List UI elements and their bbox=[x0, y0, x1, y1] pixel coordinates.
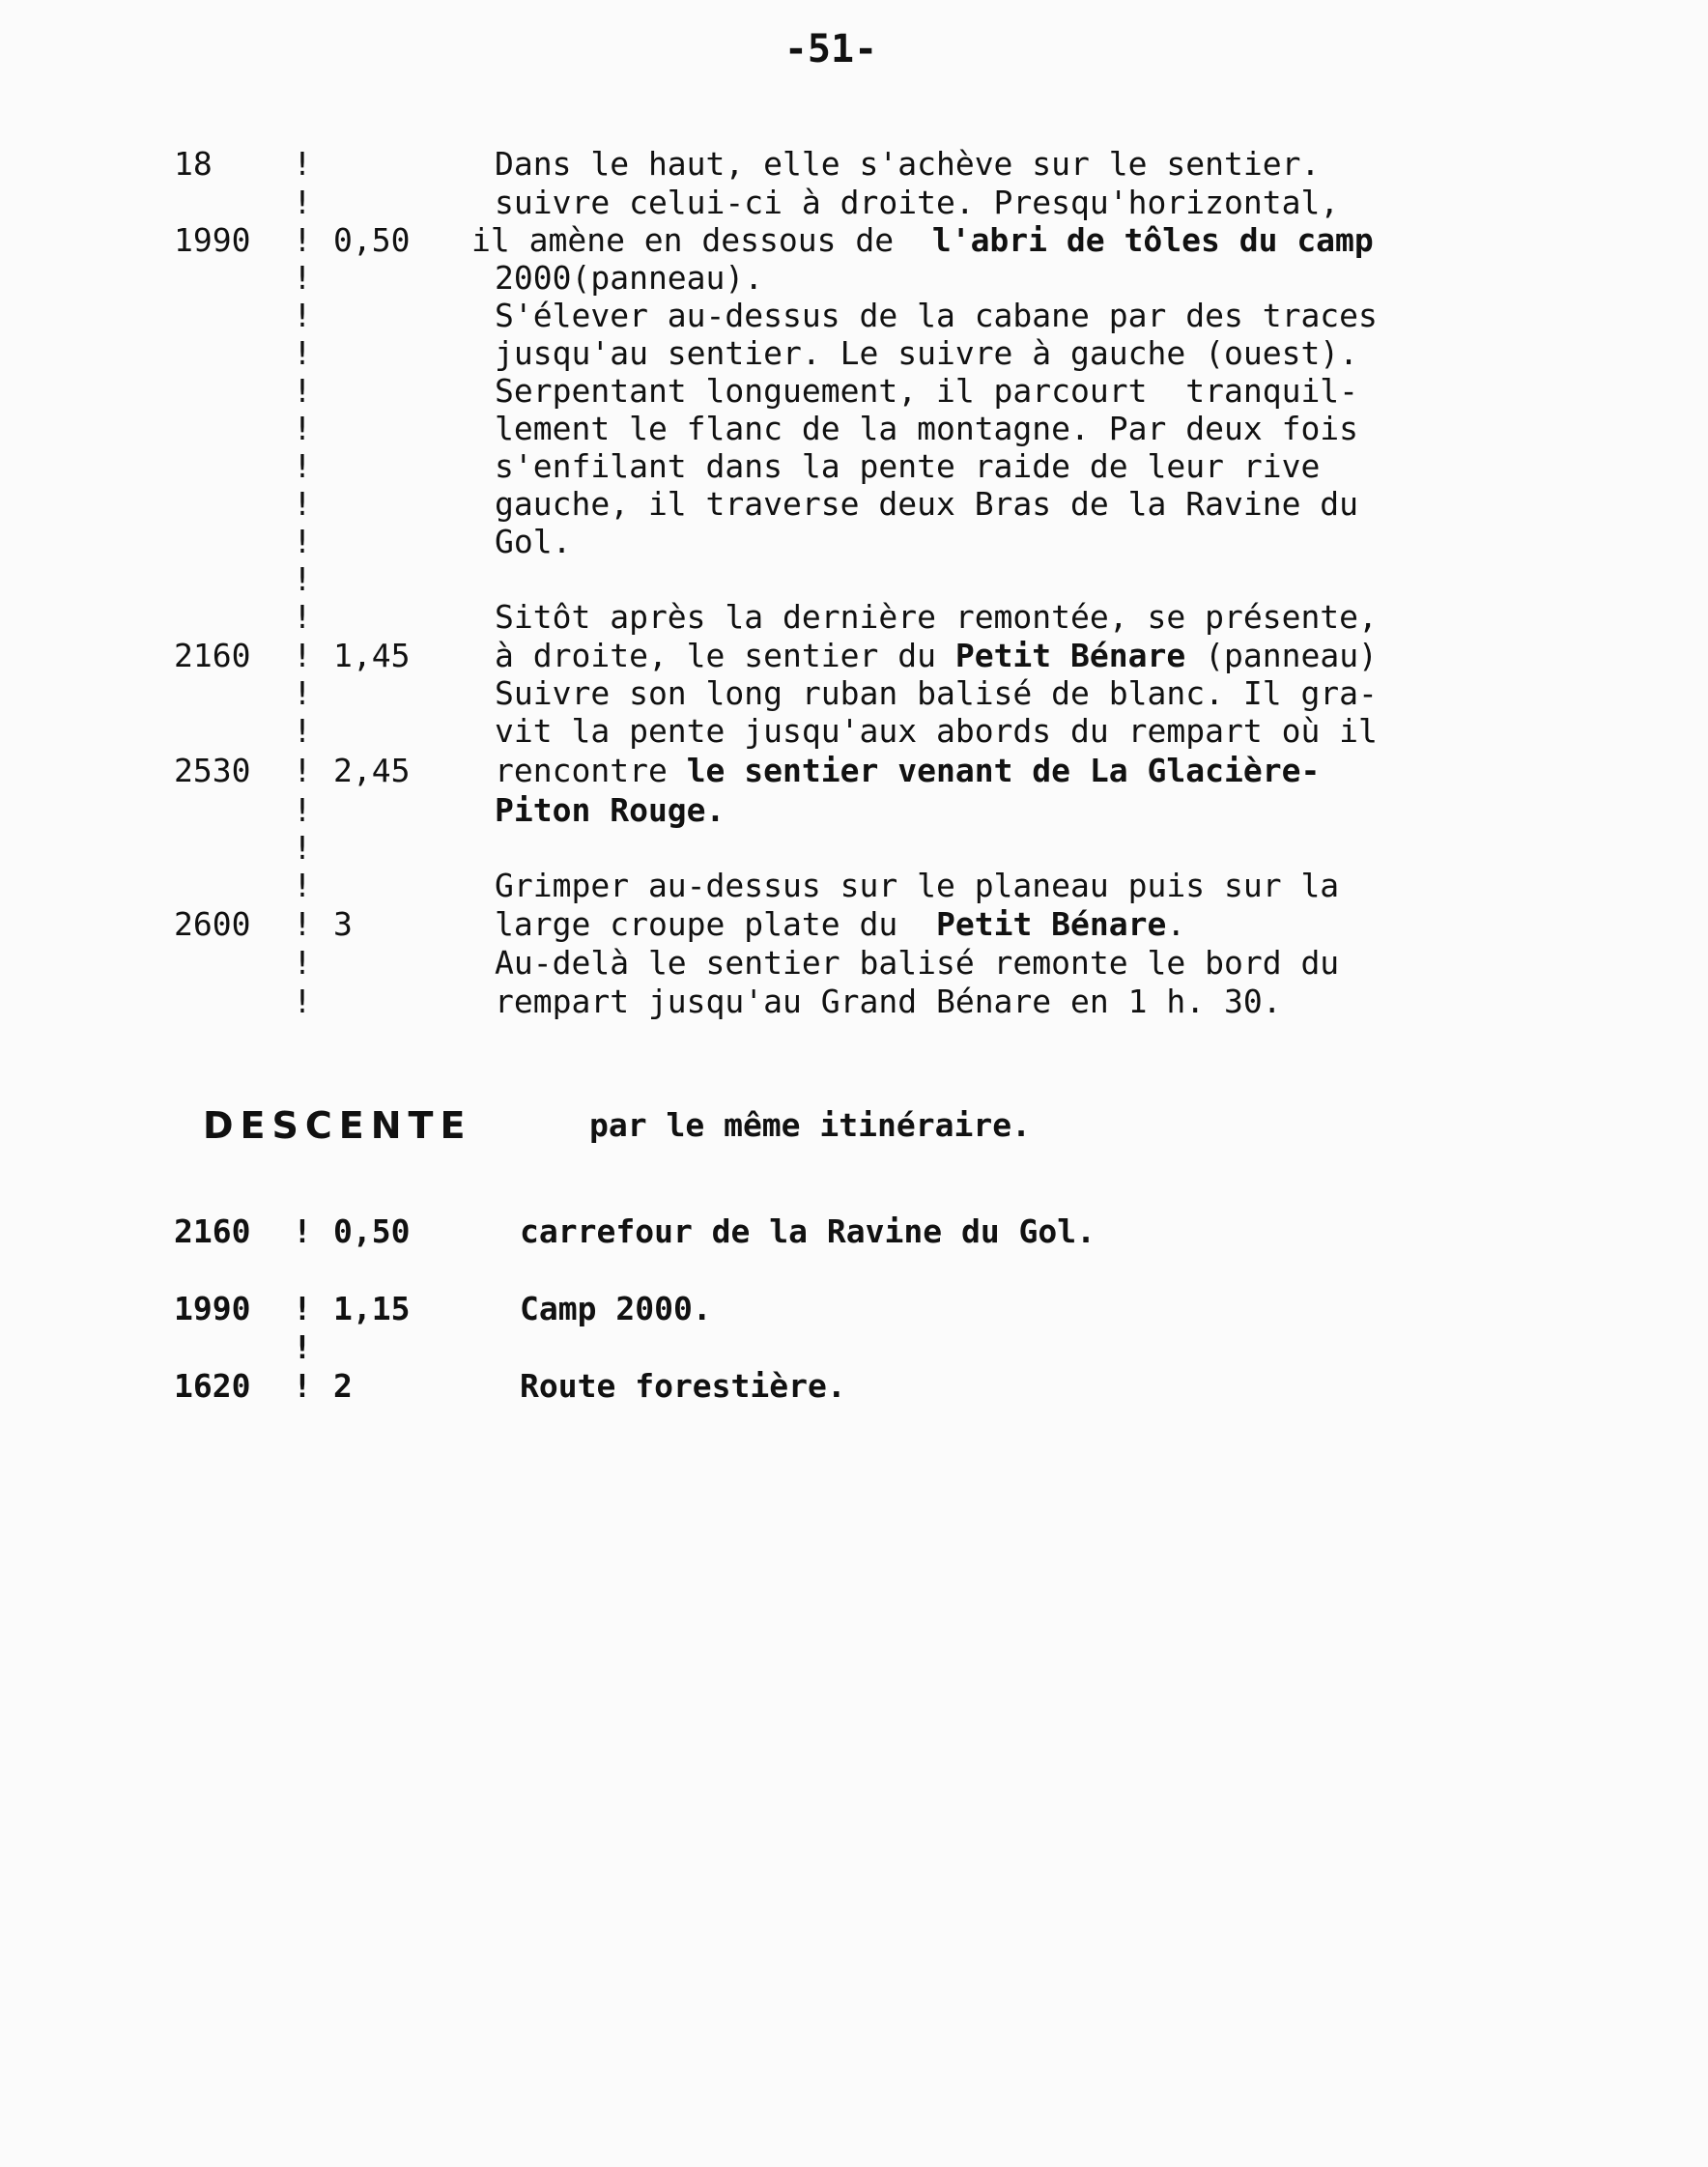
page-number: -51- bbox=[783, 27, 878, 71]
duration-value: 3 bbox=[333, 905, 353, 943]
separator-mark: ! bbox=[293, 1367, 312, 1405]
duration-value: 1,15 bbox=[333, 1290, 411, 1327]
descente-step bbox=[0, 1290, 1708, 1328]
altitude-value: 2160 bbox=[174, 637, 251, 674]
itinerary-row bbox=[0, 598, 1708, 637]
separator-mark: ! bbox=[293, 560, 312, 598]
altitude-value: 18 bbox=[174, 145, 213, 183]
description-text: 2000(panneau). bbox=[495, 259, 764, 297]
itinerary-row bbox=[0, 637, 1708, 675]
description-text: il amène en dessous de l'abri de tôles du camp bbox=[471, 221, 1374, 259]
duration-value: 1,45 bbox=[333, 637, 411, 674]
separator-mark: ! bbox=[293, 867, 312, 904]
descente-step bbox=[0, 1212, 1708, 1251]
separator-mark: ! bbox=[293, 1212, 312, 1250]
description-text: rencontre le sentier venant de La Glacière- bbox=[495, 752, 1321, 789]
altitude-value: 2160 bbox=[174, 1212, 251, 1250]
separator-mark: ! bbox=[293, 259, 312, 297]
itinerary-row bbox=[0, 410, 1708, 448]
description-text: Au-delà le sentier balisé remonte le bord du bbox=[495, 944, 1340, 982]
separator-mark: ! bbox=[293, 447, 312, 485]
itinerary-row bbox=[0, 259, 1708, 298]
altitude-value: 2530 bbox=[174, 752, 251, 789]
separator-mark: ! bbox=[293, 184, 312, 221]
itinerary-row bbox=[0, 983, 1708, 1021]
altitude-value: 1990 bbox=[174, 221, 251, 259]
separator-mark: ! bbox=[293, 674, 312, 712]
description-text: S'élever au-dessus de la cabane par des traces bbox=[495, 297, 1378, 334]
bold-place-name: Petit Bénare bbox=[935, 905, 1167, 943]
description-text: Grimper au-dessus sur le planeau puis sur la bbox=[495, 867, 1340, 904]
description-text: Gol. bbox=[495, 523, 572, 560]
itinerary-row bbox=[0, 447, 1708, 486]
itinerary-row bbox=[0, 905, 1708, 944]
duration-value: 0,50 bbox=[333, 1212, 411, 1250]
description-text: vit la pente jusqu'aux abords du rempart où il bbox=[495, 712, 1378, 750]
duration-value: 0,50 bbox=[333, 221, 411, 259]
separator-mark: ! bbox=[293, 637, 312, 674]
separator-mark: ! bbox=[293, 334, 312, 372]
itinerary-row bbox=[0, 752, 1708, 790]
separator-mark: ! bbox=[293, 1328, 312, 1366]
itinerary-row bbox=[0, 485, 1708, 524]
separator-mark: ! bbox=[293, 752, 312, 789]
descente-heading: DESCENTE bbox=[203, 1104, 472, 1147]
description-text: suivre celui-ci à droite. Presqu'horizontal, bbox=[495, 184, 1340, 221]
descente-step bbox=[0, 1367, 1708, 1406]
altitude-value: 1990 bbox=[174, 1290, 251, 1327]
descente-step bbox=[0, 1328, 1708, 1367]
duration-value: 2,45 bbox=[333, 752, 411, 789]
bold-place-name: Petit Bénare bbox=[954, 637, 1186, 674]
description-text: Suivre son long ruban balisé de blanc. Il gra- bbox=[495, 674, 1378, 712]
itinerary-row bbox=[0, 523, 1708, 561]
itinerary-row bbox=[0, 334, 1708, 373]
itinerary-row bbox=[0, 944, 1708, 983]
separator-mark: ! bbox=[293, 1290, 312, 1327]
description-text: Dans le haut, elle s'achève sur le sentier. bbox=[495, 145, 1321, 183]
description-text: Route forestière. bbox=[520, 1367, 846, 1405]
separator-mark: ! bbox=[293, 598, 312, 636]
description-text: Camp 2000. bbox=[520, 1290, 712, 1327]
separator-mark: ! bbox=[293, 712, 312, 750]
itinerary-row bbox=[0, 372, 1708, 411]
separator-mark: ! bbox=[293, 221, 312, 259]
itinerary-row bbox=[0, 674, 1708, 713]
itinerary-row bbox=[0, 791, 1708, 830]
description-text: jusqu'au sentier. Le suivre à gauche (ouest). bbox=[495, 334, 1359, 372]
separator-mark: ! bbox=[293, 944, 312, 982]
description-text: large croupe plate du Petit Bénare. bbox=[495, 905, 1186, 943]
separator-mark: ! bbox=[293, 983, 312, 1020]
description-text: à droite, le sentier du Petit Bénare (panneau) bbox=[495, 637, 1378, 674]
description-text: s'enfilant dans la pente raide de leur rive bbox=[495, 447, 1321, 485]
altitude-value: 2600 bbox=[174, 905, 251, 943]
bold-place-name: l'abri de tôles du camp bbox=[931, 221, 1374, 259]
bold-place-name: Piton Rouge. bbox=[495, 791, 726, 829]
description-text bbox=[495, 791, 725, 830]
separator-mark: ! bbox=[293, 372, 312, 410]
separator-mark: ! bbox=[293, 410, 312, 447]
separator-mark: ! bbox=[293, 791, 312, 829]
itinerary-row bbox=[0, 221, 1708, 260]
itinerary-row bbox=[0, 712, 1708, 751]
descente-subtitle: par le même itinéraire. bbox=[589, 1106, 1031, 1144]
duration-value: 2 bbox=[333, 1367, 353, 1405]
separator-mark: ! bbox=[293, 905, 312, 943]
description-text: carrefour de la Ravine du Gol. bbox=[520, 1212, 1096, 1250]
separator-mark: ! bbox=[293, 145, 312, 183]
separator-mark: ! bbox=[293, 523, 312, 560]
itinerary-row bbox=[0, 867, 1708, 905]
bold-place-name: le sentier venant de La Glacière- bbox=[686, 752, 1321, 789]
description-text: lement le flanc de la montagne. Par deux fois bbox=[495, 410, 1359, 447]
itinerary-row bbox=[0, 560, 1708, 599]
description-text: Sitôt après la dernière remontée, se présente, bbox=[495, 598, 1378, 636]
separator-mark: ! bbox=[293, 485, 312, 523]
separator-mark: ! bbox=[293, 829, 312, 867]
description-text: gauche, il traverse deux Bras de la Ravine du bbox=[495, 485, 1359, 523]
description-text: rempart jusqu'au Grand Bénare en 1 h. 30. bbox=[495, 983, 1282, 1020]
itinerary-row bbox=[0, 184, 1708, 222]
altitude-value: 1620 bbox=[174, 1367, 251, 1405]
separator-mark: ! bbox=[293, 297, 312, 334]
description-text: Serpentant longuement, il parcourt tranquil- bbox=[495, 372, 1359, 410]
itinerary-row bbox=[0, 145, 1708, 184]
itinerary-row bbox=[0, 829, 1708, 868]
itinerary-row bbox=[0, 297, 1708, 335]
